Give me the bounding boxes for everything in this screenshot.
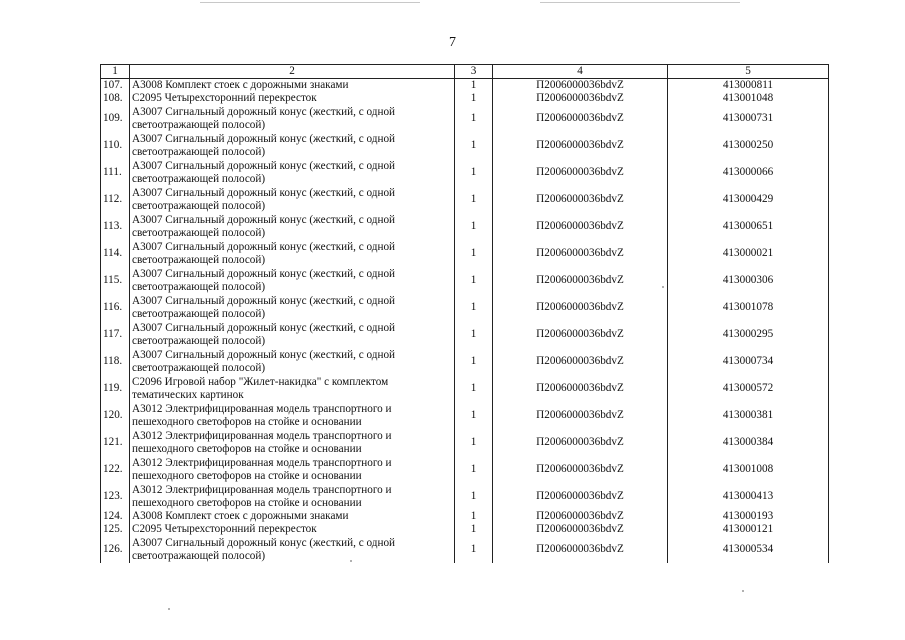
item-name: А3007 Сигнальный дорожный конус (жесткий, с одной светоотражающей полосой) [130, 267, 455, 294]
row-number: 112. [101, 186, 130, 213]
item-quantity: 1 [455, 132, 493, 159]
item-name: А3007 Сигнальный дорожный конус (жесткий, с одной светоотражающей полосой) [130, 186, 455, 213]
item-name: С2095 Четырехсторонний перекресток [130, 92, 455, 105]
inventory-number: 413000250 [668, 132, 829, 159]
item-name: А3012 Электрифицированная модель транспортного и пешеходного светофоров на стойке и основании [130, 429, 455, 456]
item-name: А3007 Сигнальный дорожный конус (жесткий, с одной светоотражающей полосой) [130, 213, 455, 240]
item-code: П2006000036bdvZ [493, 510, 668, 523]
table-row [101, 321, 829, 348]
item-code: П2006000036bdvZ [493, 536, 668, 563]
item-quantity: 1 [455, 483, 493, 510]
row-number: 126. [101, 536, 130, 563]
column-header-4: 4 [493, 65, 668, 79]
item-code: П2006000036bdvZ [493, 159, 668, 186]
table-row [101, 402, 829, 429]
row-number: 110. [101, 132, 130, 159]
table-header-row [101, 65, 829, 79]
row-number: 108. [101, 92, 130, 105]
item-quantity: 1 [455, 375, 493, 402]
item-code: П2006000036bdvZ [493, 92, 668, 105]
item-name: С2095 Четырехсторонний перекресток [130, 523, 455, 536]
table-row [101, 105, 829, 132]
item-code: П2006000036bdvZ [493, 186, 668, 213]
row-number: 118. [101, 348, 130, 375]
item-quantity: 1 [455, 429, 493, 456]
table-row [101, 186, 829, 213]
item-code: П2006000036bdvZ [493, 375, 668, 402]
table-row [101, 348, 829, 375]
row-number: 111. [101, 159, 130, 186]
item-name: А3012 Электрифицированная модель транспортного и пешеходного светофоров на стойке и основании [130, 402, 455, 429]
item-name: А3007 Сигнальный дорожный конус (жесткий, с одной светоотражающей полосой) [130, 240, 455, 267]
inventory-number: 413000021 [668, 240, 829, 267]
table-row [101, 456, 829, 483]
item-name: А3007 Сигнальный дорожный конус (жесткий, с одной светоотражающей полосой) [130, 105, 455, 132]
table-row [101, 159, 829, 186]
item-name: С2096 Игровой набор "Жилет-накидка" с комплектом тематических картинок [130, 375, 455, 402]
row-number: 116. [101, 294, 130, 321]
item-code: П2006000036bdvZ [493, 240, 668, 267]
item-code: П2006000036bdvZ [493, 79, 668, 93]
inventory-number: 413000193 [668, 510, 829, 523]
item-quantity: 1 [455, 159, 493, 186]
item-code: П2006000036bdvZ [493, 267, 668, 294]
table-row [101, 267, 829, 294]
scan-speck [662, 286, 664, 288]
table-row [101, 132, 829, 159]
column-header-3: 3 [455, 65, 493, 79]
item-code: П2006000036bdvZ [493, 132, 668, 159]
scan-speck [168, 608, 170, 610]
inventory-number: 413000066 [668, 159, 829, 186]
table-row [101, 483, 829, 510]
item-code: П2006000036bdvZ [493, 456, 668, 483]
inventory-number: 413000384 [668, 429, 829, 456]
row-number: 117. [101, 321, 130, 348]
item-name: А3012 Электрифицированная модель транспортного и пешеходного светофоров на стойке и основании [130, 483, 455, 510]
row-number: 119. [101, 375, 130, 402]
scan-speck [742, 590, 744, 592]
inventory-number: 413001008 [668, 456, 829, 483]
column-header-5: 5 [668, 65, 829, 79]
inventory-number: 413000306 [668, 267, 829, 294]
table-row [101, 294, 829, 321]
inventory-number: 413000734 [668, 348, 829, 375]
item-quantity: 1 [455, 510, 493, 523]
row-number: 120. [101, 402, 130, 429]
row-number: 109. [101, 105, 130, 132]
item-code: П2006000036bdvZ [493, 348, 668, 375]
item-code: П2006000036bdvZ [493, 523, 668, 536]
inventory-number: 413001078 [668, 294, 829, 321]
item-quantity: 1 [455, 240, 493, 267]
item-quantity: 1 [455, 213, 493, 240]
row-number: 115. [101, 267, 130, 294]
item-code: П2006000036bdvZ [493, 321, 668, 348]
item-quantity: 1 [455, 294, 493, 321]
item-quantity: 1 [455, 79, 493, 93]
inventory-number: 413000572 [668, 375, 829, 402]
item-code: П2006000036bdvZ [493, 213, 668, 240]
inventory-number: 413000121 [668, 523, 829, 536]
table-row [101, 536, 829, 563]
inventory-number: 413000381 [668, 402, 829, 429]
row-number: 107. [101, 79, 130, 93]
table-row [101, 429, 829, 456]
item-name: А3007 Сигнальный дорожный конус (жесткий, с одной светоотражающей полосой) [130, 348, 455, 375]
item-quantity: 1 [455, 267, 493, 294]
scan-speck [350, 560, 352, 562]
item-name: А3007 Сигнальный дорожный конус (жесткий, с одной светоотражающей полосой) [130, 132, 455, 159]
page-number: 7 [449, 35, 456, 50]
item-quantity: 1 [455, 321, 493, 348]
table-row [101, 375, 829, 402]
row-number: 123. [101, 483, 130, 510]
inventory-number: 413000429 [668, 186, 829, 213]
item-name: А3008 Комплект стоек с дорожными знаками [130, 510, 455, 523]
row-number: 121. [101, 429, 130, 456]
item-quantity: 1 [455, 536, 493, 563]
inventory-number: 413000651 [668, 213, 829, 240]
row-number: 113. [101, 213, 130, 240]
item-code: П2006000036bdvZ [493, 294, 668, 321]
column-header-2: 2 [130, 65, 455, 79]
row-number: 114. [101, 240, 130, 267]
inventory-number: 413000295 [668, 321, 829, 348]
inventory-number: 413000413 [668, 483, 829, 510]
inventory-number: 413000811 [668, 79, 829, 93]
inventory-table [100, 64, 829, 563]
item-quantity: 1 [455, 402, 493, 429]
item-code: П2006000036bdvZ [493, 402, 668, 429]
inventory-number: 413000534 [668, 536, 829, 563]
row-number: 122. [101, 456, 130, 483]
item-code: П2006000036bdvZ [493, 429, 668, 456]
top-rule-left [200, 2, 420, 3]
item-name: А3008 Комплект стоек с дорожными знаками [130, 79, 455, 93]
item-quantity: 1 [455, 523, 493, 536]
item-name: А3007 Сигнальный дорожный конус (жесткий, с одной светоотражающей полосой) [130, 159, 455, 186]
table-row [101, 92, 829, 105]
item-quantity: 1 [455, 456, 493, 483]
top-rule-right [540, 2, 740, 3]
table-row [101, 240, 829, 267]
table-row [101, 213, 829, 240]
table-row [101, 523, 829, 536]
item-quantity: 1 [455, 186, 493, 213]
inventory-number: 413000731 [668, 105, 829, 132]
item-name: А3007 Сигнальный дорожный конус (жесткий, с одной светоотражающей полосой) [130, 294, 455, 321]
item-code: П2006000036bdvZ [493, 483, 668, 510]
row-number: 125. [101, 523, 130, 536]
item-name: А3007 Сигнальный дорожный конус (жесткий, с одной светоотражающей полосой) [130, 321, 455, 348]
item-name: А3012 Электрифицированная модель транспортного и пешеходного светофоров на стойке и основании [130, 456, 455, 483]
table-row [101, 79, 829, 93]
item-quantity: 1 [455, 348, 493, 375]
item-quantity: 1 [455, 92, 493, 105]
item-quantity: 1 [455, 105, 493, 132]
inventory-number: 413001048 [668, 92, 829, 105]
item-name: А3007 Сигнальный дорожный конус (жесткий, с одной светоотражающей полосой) [130, 536, 455, 563]
item-code: П2006000036bdvZ [493, 105, 668, 132]
table-row [101, 510, 829, 523]
column-header-1: 1 [101, 65, 130, 79]
row-number: 124. [101, 510, 130, 523]
